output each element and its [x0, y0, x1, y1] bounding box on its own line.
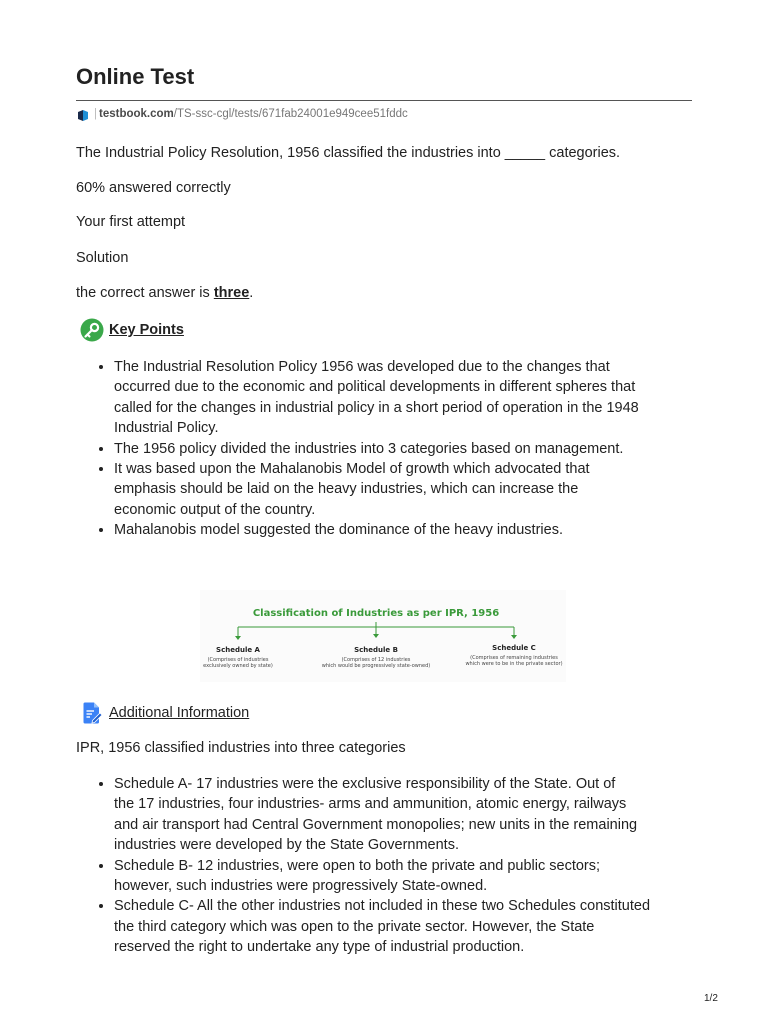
answer-suffix: . — [249, 285, 254, 301]
additional-info-heading: Additional Information — [109, 705, 250, 721]
additional-info-intro: IPR, 1956 classified industries into three categories — [76, 740, 406, 756]
line-text: however, such industries were progressively State-owned. — [114, 878, 488, 895]
separator: | — [94, 108, 97, 120]
schedule-b-desc — [316, 657, 436, 669]
line-text: industries were developed by the State Governments. — [114, 837, 459, 854]
line-text: Schedule C- All the other industries not included in these two Schedules constituted — [114, 898, 651, 915]
key-points-header — [80, 318, 184, 342]
line-text: occurred due to the economic and political developments in different spheres that — [114, 379, 636, 396]
line-text: called for the changes in industrial policy in a short period of operation in the 1948 — [114, 399, 639, 416]
solution-heading: Solution — [76, 250, 129, 266]
line-text: the third category which was open to the private sector. However, the State — [114, 918, 595, 935]
question-text: The Industrial Policy Resolution, 1956 classified the industries into _____ categories. — [76, 145, 621, 161]
attempt-label: Your first attempt — [76, 214, 186, 230]
key-points-list — [76, 357, 692, 541]
line-text: the 17 industries, four industries- arms and ammunition, atomic energy, railways — [114, 796, 627, 813]
list-item — [114, 439, 692, 459]
schedule-c-heading: Schedule C — [492, 644, 536, 652]
line-text: The 1956 policy divided the industries into 3 categories based on management. — [114, 440, 624, 457]
line-text: economic output of the country. — [114, 501, 316, 518]
page-title: Online Test — [76, 64, 195, 89]
schedule-b-heading: Schedule B — [354, 646, 398, 654]
list-item — [114, 459, 692, 520]
answer-prefix: the correct answer is — [76, 285, 214, 301]
schedules-list — [76, 774, 692, 958]
desc-line: (Comprises of 12 industries — [341, 657, 411, 663]
classification-figure — [200, 590, 566, 682]
answer-value: three — [213, 285, 250, 301]
desc-line: (Comprises of industries — [207, 657, 269, 663]
correct-answer — [76, 283, 253, 303]
source-link[interactable] — [76, 106, 408, 122]
list-item — [114, 774, 692, 856]
desc-line: (Comprises of remaining industries — [470, 655, 558, 661]
schedule-b-box — [316, 646, 436, 669]
source-path[interactable]: /TS-ssc-cgl/tests/671fab24001e949cee51fddc — [173, 108, 408, 120]
desc-line: which would be progressively state-owned) — [321, 663, 431, 669]
line-text: emphasis should be laid on the heavy industries, which can increase the — [114, 481, 579, 498]
line-text: Schedule A- 17 industries were the exclusive responsibility of the State. Out of — [114, 776, 616, 792]
page-number: 1/2 — [704, 993, 718, 1004]
line-text: Schedule B- 12 industries, were open to both the private and public sectors; — [114, 857, 601, 874]
list-item — [114, 357, 692, 439]
source-domain[interactable]: testbook.com — [99, 108, 174, 120]
desc-line: exclusively owned by state) — [203, 663, 273, 669]
schedule-c-box — [454, 644, 574, 667]
list-item — [114, 856, 692, 897]
schedule-a-heading: Schedule A — [216, 646, 260, 654]
list-item — [114, 896, 692, 957]
line-text: The Industrial Resolution Policy 1956 was developed due to the changes that — [114, 359, 610, 375]
schedule-a-desc — [178, 657, 298, 669]
line-text: reserved the right to undertake any type of industrial production. — [114, 939, 525, 956]
schedule-c-desc — [454, 655, 574, 667]
document-edit-icon — [80, 701, 104, 725]
testbook-logo-icon — [76, 108, 90, 122]
title-divider — [76, 100, 692, 101]
key-icon — [80, 318, 104, 342]
desc-line: which were to be in the private sector) — [465, 661, 563, 667]
line-text: Mahalanobis model suggested the dominance of the heavy industries. — [114, 522, 563, 539]
key-points-heading: Key Points — [109, 322, 184, 338]
answer-stat: 60% answered correctly — [76, 180, 231, 196]
line-text: It was based upon the Mahalanobis Model of growth which advocated that — [114, 461, 590, 478]
additional-info-header — [80, 701, 249, 725]
schedule-a-box — [178, 646, 298, 669]
list-item — [114, 520, 692, 540]
line-text: and air transport had Central Government monopolies; new units in the remaining — [114, 816, 638, 833]
line-text: Industrial Policy. — [114, 420, 219, 437]
figure-title: Classification of Industries as per IPR, 1956 — [252, 608, 500, 619]
